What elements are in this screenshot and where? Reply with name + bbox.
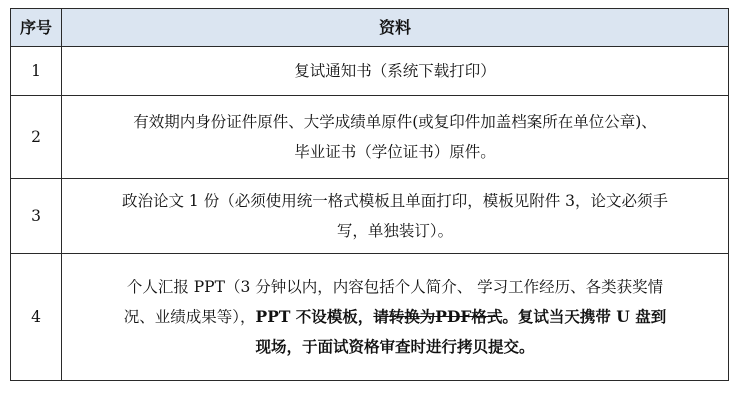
materials-table xyxy=(10,8,729,381)
header-material: 资料 xyxy=(62,9,729,47)
material-text: 复试通知书（系统下载打印） xyxy=(294,62,496,80)
row-index: 2 xyxy=(11,96,62,179)
row-material xyxy=(62,179,729,254)
row-index: 4 xyxy=(11,254,62,381)
material-text: 个人汇报 PPT（3 分钟以内，内容包括个人简介、 学习工作经历、各类获奖情 xyxy=(126,278,664,296)
table-row xyxy=(11,47,729,96)
material-text-bold: 。复试当天携带 U 盘到 xyxy=(502,307,667,326)
row-material xyxy=(62,47,729,96)
material-text: 政治论文 1 份（必须使用统一格式模板且单面打印，模板见附件 3，论文必须手 xyxy=(121,192,668,210)
row-material xyxy=(62,254,729,381)
row-index: 1 xyxy=(11,47,62,96)
material-text-bold: PPT 不设模板， xyxy=(255,307,374,326)
material-text-strikethrough: 请转换为PDF格式 xyxy=(373,307,503,326)
material-text-bold: 现场，于面试资格审查时进行拷贝提交。 xyxy=(255,337,535,356)
material-text: 况、业绩成果等）， xyxy=(123,308,256,326)
material-text: 写，单独装订）。 xyxy=(336,222,454,240)
table-row xyxy=(11,96,729,179)
header-index: 序号 xyxy=(11,9,62,47)
row-material xyxy=(62,96,729,179)
material-text-line2 xyxy=(72,302,718,332)
table-row xyxy=(11,179,729,254)
row-index: 3 xyxy=(11,179,62,254)
table-row xyxy=(11,254,729,381)
material-text: 毕业证书（学位证书）原件。 xyxy=(294,143,496,161)
table-header-row xyxy=(11,9,729,47)
material-text: 有效期内身份证件原件、大学成绩单原件(或复印件加盖档案所在单位公章)、 xyxy=(133,113,657,131)
